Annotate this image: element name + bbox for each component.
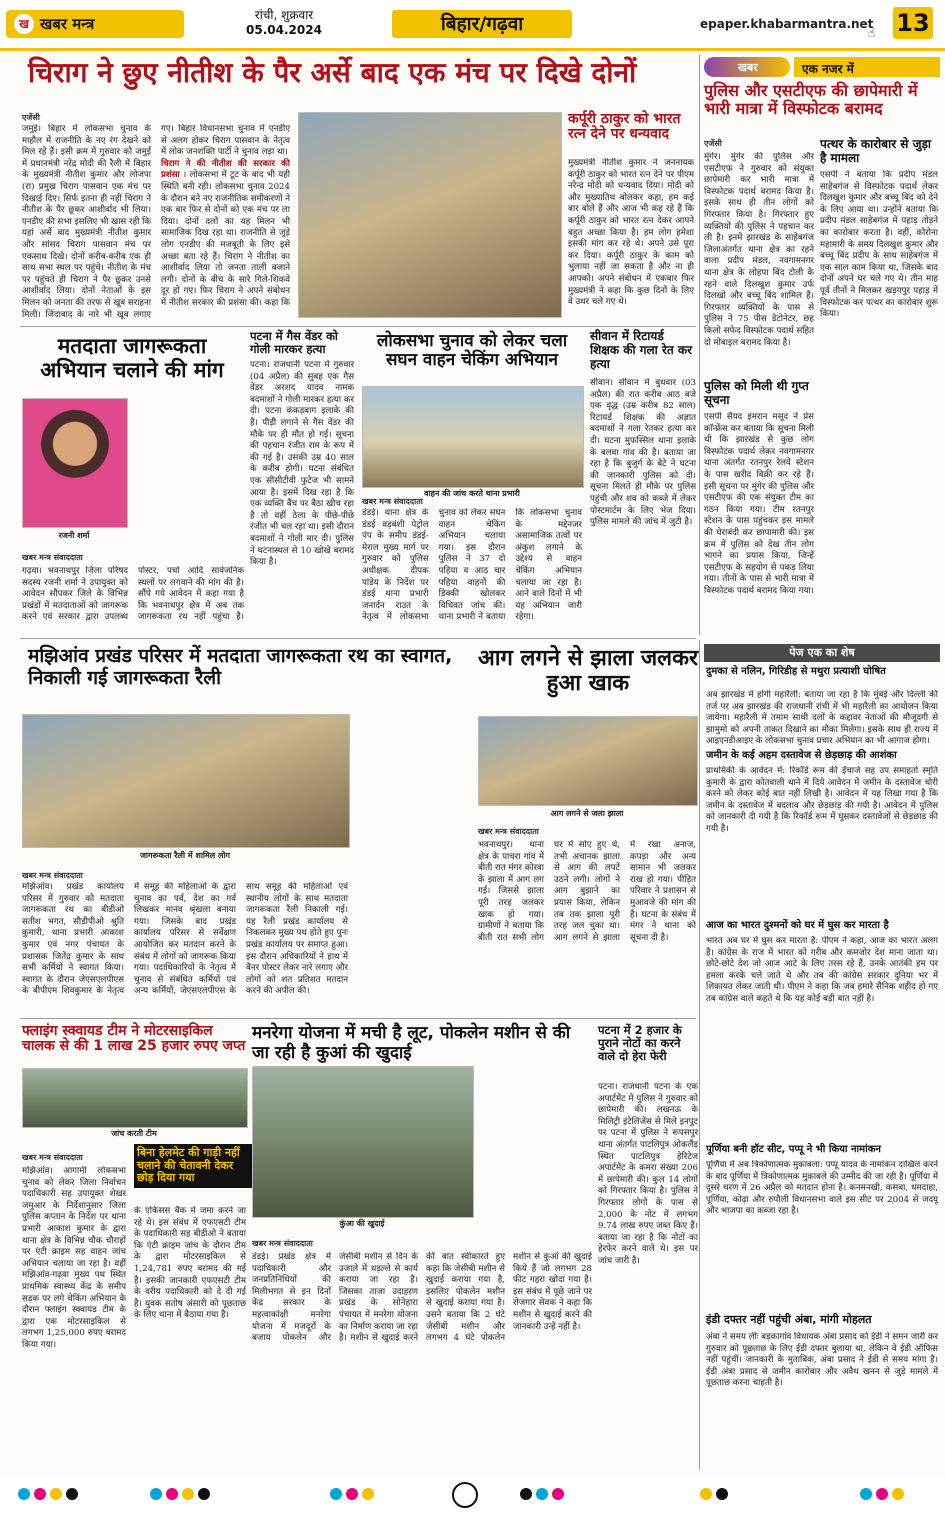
rath-photo: [22, 714, 350, 848]
row-rule: [20, 326, 696, 327]
registration-dot-cyan: [330, 1488, 342, 1500]
page-ek-body4: पूर्णिया में अब त्रिकोणात्मक मुकाबला: पप्पू यादव के नामांकन दाखिल करने के बाद पूर्णिया में त्रिकोणात्मक मुकाबले की उम्मीद की जा रही है। पूर्णिया में दूसरे चरण में 26 अप्रैल को मतदान होना है। कनमनखी, कसबा, धमदाहा, पूर्णिया, कोढ़ा और रुपौली विधानसभा वाले इस सीट पर 2004 से जदयू और भाजपा का कब्जा रहा है।: [706, 1160, 938, 1217]
ek-nazar-dateline: एजेंसी: [704, 139, 722, 148]
column-rule-2: [699, 640, 700, 1470]
karpuri-body: मुख्यमंत्री नीतीश कुमार ने जननायक कर्पूरी ठाकुर को भारत रत्न देने पर पीएम नरेन्द्र मोदी को धन्यवाद दिया। मोदी को और मुख्यातिथ बोलकर कहा, हम कई बार बोले हैं और आज भी कह रहे हैं कि कर्पूरी ठाकुर को भारत रत्न देकर आपने बहुत अच्छा किया है। हम लोग हमेशा इसकी मांग कर रहे थे। अपने उसे पूरा कर दिया। कर्पूरी ठाकुर के काम को भुलाया नहीं जा सकता है और ना ही आपको। अपने संबोधन में एकबार फिर मुख्यमंत्री ने कहा कि कुछ दिनों के लिए वे उधर चले गए थे।: [568, 158, 694, 308]
flying-headline[interactable]: फ्लाइंग स्क्वायड टीम ने मोटरसाइकिल चालक से की 1 लाख 25 हजार रुपए जप्त: [22, 1023, 246, 1055]
ek-nazar-body-text: मुंगेर। मुंगेर की पुलिस और एसटीएफ ने गुरुवार को संयुक्त छापेमारी कर भारी मात्रा में विस्फोटक पदार्थ बरामद किया है। इसके साथ ही तीन लोगों को गिरफ्तार किया है। गिरफ्तार हुए व्यक्तियों की पुलिस ने पहचान कर ली है। इनमें झारखंड के साहेबगंज जिलाअंतर्गत थाना क्षेत्र का रहने वाला प्रदीप मंडल, नवगामनगर थाना क्षेत्र के लोहपा बिंद टोली के रहने वाले दिलखुश कुमार उर्फ दिलखो और बच्चू बिंद शामिल हैं। गिरफ्तार व्यक्तियों के पास से पुलिस ने 75 पीस डेटोनेटर, छह किलो सफेद विस्फोटक पदार्थ सहित दो मोबाइल बरामद किया है।: [704, 152, 814, 348]
page-number: 13: [893, 7, 933, 39]
crosshair-mark-icon: [452, 1482, 478, 1508]
helmet-box-body: के एकिसस बैंक में जमा करने जा रहे थे। इस संबंध में एफएसटी टीम के पदाधिकारी सह बीडीओ ने बताया कि एंटी क्राइम जांच के दौरान टीम के द्वारा मोटरसाइकिल से 1,24,781 रुपए बरामद की गई है। इसकी जानकारी एफएसटी टीम के वरीय पदाधिकारी को दे दी गई है। युवक सतोष अंसारी को पूछताछ के लिए थाना में बैठाया गया है।: [134, 1206, 246, 1321]
page-ek-bar: पेज एक का शेष: [704, 644, 940, 662]
registration-dot-magenta: [166, 1488, 178, 1500]
ek-nazar-sub1-body: एसपी ने बताया कि प्रदीप मंडल साहेबगंज से विस्फोटक पदार्थ लेकर दिलखुश कुमार और बच्चू बिंद को देने के लिए आया था। उन्होंने बताया कि प्रदीप मंडल साहेबगंज में पहाड़ तोड़ने का कारोबार करता है। वहीं, कोरोना महामारी के समय दिलखुश कुमार और बच्चू बिंद प्रदीप के साथ साहेबगंज में एक साल काम किया था, जिसके बाद दोनों अपने घर चले गए थे। तीन माह पूर्व तीनों ने मिलकर खड़गपुर पहाड़ में विस्फोटक कर पत्थर का कारोबार शुरू किया।: [820, 170, 938, 320]
flying-body: मझिआंव। आगामी लोकसभा चुनाव को लेकर जिला निर्वाचन पदाधिकारी सह उपायुक्त शेखर जमुआर के निर्देशानुसार जिला पुलिस कप्तान के निर्देश पर थाना प्रभारी आकाश कुमार के द्वारा थाना क्षेत्र के विभिन्न चौक चौराहों पर एंटी क्राइम सह वाहन जांच अभियान चलाया जा रहा है। वहीं मझिआंव-गढ़वा मुख्य पथ स्थित प्राथमिक स्वास्थ्य केंद्र के समीप सड़क पर लगे चेकिंग अभियान के दौरान फ्लाइंग स्क्वायड टीम के द्वारा एक मोटरसाइकिल से लगभग 1,25,000 रुपए बरामद किया गया।: [22, 1166, 126, 1350]
flying-caption: जांच करती टीम: [111, 1129, 157, 1138]
registration-dot-cyan: [150, 1488, 162, 1500]
masthead: [0, 0, 945, 51]
page-ek-body1: अब झारखंड में होगी महारैली: बताया जा रहा है कि मुंबई और दिल्ली की तर्ज पर अब झारखंड की राजधानी रांची में भी महारैली का आयोजन किया जायेगा। महारैली में तमाम साथी दलों के कद्दावर नेताओं की मौजूदगी से झामुमो को अपनी ताकत दिखाने का मौका मिलेगा। इसके साथ ही राज्य में आइएनडीआइए के लोकसभा चुनाव प्रचार अभियान का भी आगाज होगा।: [706, 690, 938, 746]
ek-nazar-body: [704, 152, 814, 374]
karpuri-headline[interactable]: कर्पूरी ठाकुर को भारत रत्न देने पर धन्यवाद: [568, 111, 681, 143]
registration-dot-magenta: [552, 1488, 564, 1500]
matdata-headline[interactable]: मतदाता जागरूकता अभियान चलाने की मांग: [40, 334, 224, 383]
manrega-body: डंडई। प्रखंड क्षेत्र में पदाधिकारी और जनप्रतिनिधियों की मिलीभगत से इन दिनों केंद्र सरकार के महत्वाकांक्षी मनरेगा योजना में मजदूरों के बजाय पोकलेन और जेसीबी मशीन से दिन के उजाले में धड़ल्ले से कार्य कराया जा रहा है। जिसका ताजा उदाहरण प्रखंड के सोनेहारा पंचायत में मनरेगा योजना का निर्माण कराया जा रहा है। मशीन से खुदाई करने की बात स्वीकारते हुए कहा कि जेसीबी मशीन से खुदाई कराया गया है, इसलिए पोकलेन मशीन से खुदाई कराया गया है। उसने बताया कि 2 घंटे जेसीबी मशीन और लगभग 4 घंटे पोकलेन मशीन से कुआं की खुदाई किये हैं जो लगभग 28 फीट गहरा खोदा गया है। इस संबंध में पूछे जाने पर रोजगार सेवक ने कहा कि मशीन से खुदाई करने की जानकारी उन्हें नहीं है।: [252, 1252, 592, 1344]
page-ek-head3[interactable]: आज का भारत दुश्मनों को घर में घुस कर मारता है: [706, 920, 889, 931]
registration-dot-yellow: [892, 1488, 904, 1500]
page-ek-head4[interactable]: पूर्णिया बनी हॉट सीट, पप्पू ने भी किया नामांकन: [706, 1144, 881, 1155]
manrega-byline: खबर मन्त्र संवाददाता: [252, 1239, 313, 1248]
khabar-label: खबर: [738, 61, 758, 74]
page-ek-head5[interactable]: इंडी दफ्तर नहीं पहुंची अंबा, मांगी मोहलत: [706, 1313, 872, 1326]
ek-nazar-sub2-body: एसपी सैयद इमरान मसूद ने प्रेस कॉन्फ्रेंस कर बताया कि सूचना मिली थी कि झारखंड से कुछ लोग विस्फोटक पदार्थ लेकर नवगामनगर थाना अंतर्गत रतनपुर रेलवे स्टेशन के पास खरीद बिक्री कर रहे हैं। इसी सूचना पर मुंगेर की पुलिस और एसटीएफ की एक संयुक्त टीम का गठन किया गया। टीम रतनपुर स्टेशन के पास पहुंचकर इस मामले की घेराबंदी कर छापामारी की। इस क्रम में पुलिस को देख तीन लोग भागने का प्रयास किया, जिन्हें एसटीएफ के सहयोग से पकड़ लिया गया। तीनों के पास से भारी मात्रा में विस्फोटक पदार्थ बरामद किया गया।: [704, 412, 814, 596]
ek-nazar-tag: [794, 57, 940, 77]
logo-text: खबर मन्त्र: [40, 15, 95, 33]
vahan-headline[interactable]: लोकसभा चुनाव को लेकर चला सघन वाहन चेकिंग अभियान: [376, 331, 568, 370]
matdata-body: गढ़वा। भवनाथपुर जिला परिषद सदस्य रजनी शर्मा ने उपायुक्त को आवेदन सौंपकर जिले के विभिन्न प्रखंडों में मतदाताओं को जागरूक करने एवं सरकार द्वारा उपलब्ध पोस्टर, पर्चा आदि सार्वजनिक स्थलों पर लगवाने की मांग की है। सौंपे गये आवेदन में कहा गया है कि भवनाथपुर क्षेत्र में अब तक जागरूकता रथ नहीं पहुंचा है।: [22, 566, 244, 623]
page-ek-head1[interactable]: दुमका से नलिन, गिरिडीह से मथुरा प्रत्याशी घोषित: [706, 666, 886, 677]
dateline-block: [224, 8, 344, 38]
vahan-caption: वाहन की जांच करते थाना प्रभारी: [424, 489, 520, 498]
page-ek-body5: अंबा ने समय लीः बड़कागांव विधायक अंबा प्रसाद को ईडी ने समन जारी कर गुरुवार को पूछताछ के लिए ईडी दफ्तर बुलाया था, लेकिन वे ईडी ऑफिस नहीं पहुंचीं। जानकारी के मुताबिक, अंबा प्रसाद ने ईडी से समय मांगा है। ईडी अंबा प्रसाद से जमीन कारोबार और अवैध खनन से जुड़े मामले में पूछताछ करना चाहती है।: [706, 1332, 938, 1389]
flying-photo: [22, 1068, 248, 1128]
registration-dot-yellow: [700, 1488, 712, 1500]
logo-mark-icon: ख: [14, 14, 34, 34]
issue-date: 05.04.2024: [246, 23, 322, 37]
epaper-link[interactable]: epaper.khabarmantra.net: [700, 17, 874, 31]
rajni-caption: रजनी शर्मा: [58, 531, 90, 540]
teacher-headline[interactable]: सीवान में रिटायर्ड शिक्षक की गला रेत कर हत्या: [590, 329, 692, 371]
lead-subhead: चिराग ने की नीतीश की सरकार की प्रशंसा: [161, 158, 290, 181]
print-registration-bar: [0, 1474, 945, 1517]
patna-gas-headline[interactable]: पटना में गैस वेंडर को गोली मारकर हत्या: [250, 329, 338, 357]
rath-byline: खबर मन्त्र संवाददाता: [22, 871, 83, 880]
khabar-pill: [704, 57, 790, 77]
registration-dot-yellow: [362, 1488, 374, 1500]
registration-dot-black: [716, 1488, 728, 1500]
registration-dot-cyan: [18, 1488, 30, 1500]
manrega-caption: कुंआ की खुदाई: [339, 1219, 385, 1228]
registration-dot-black: [66, 1488, 78, 1500]
lead-photo: [298, 112, 562, 318]
section-title: बिहार/गढ़वा: [392, 10, 572, 38]
aag-headline[interactable]: आग लगने से झाला जलकर हुआ खाक: [478, 646, 698, 697]
notes-body: पटना। राजधानी पटना के एक अपार्टमेंट में पुलिस ने गुरुवार को छापेमारी की। लखनऊ के मिलिट्री इंटेलिजेंस से मिले इनपुट पर पटना में पुलिस ने रूपसपुर थाना अंतर्गत पाटलिपुत्र ओकलैंड स्थित पाटलिपुत्र हेरिटेज अपार्टमेंट के कमरा संख्या 206 में छापेमारी की। कुल 14 लोगों को गिरफ्तार किया है। पुलिस ने गिरफ्तार लोगों के पास से 2,000 के नोट में लगभग 9.74 लाख रुपए जब्त किए हैं। बताया जा रहा है कि नोटों का हेरफेर करने वाले थे। इस पर जांच जारी है।: [598, 1082, 698, 1266]
vahan-body: डंडई। थाना क्षेत्र के डंडई वड़बंशी पेट्रोल पंप के समीप डंडई-मेराल मुख्य मार्ग पर गुरुवार को पुलिस अधीक्षक दीपक पांडेय के निर्देश पर डंडई थाना प्रभारी जनार्दन राउत के नेतृत्व में लोकसभा चुनाव को लेकर सघन वाहन चेकिंग अभियान चलाया गया। इस दौरान पुलिस ने 37 दो पहिया व आठ चार पहिया वाहनों की डिक्की खोलकर विधिवत जांच की। थाना प्रभारी ने बताया कि लोकसभा चुनाव के मद्देनजर असामाजिक तत्वों पर अंकुश लगाने के उद्देश्य से वाहन चेकिंग अभियान चलाया जा रहा है। आने वाले दिनों में भी यह अभियान जारी रहेगा।: [362, 508, 582, 623]
page-ek-body3: भारत अब घर में घुस कर मारता है: पीएम ने कहा, आज का भारत अलग है। कांग्रेस के राज में भारत को गरीब और कमजोर देश माना जाता था। छोटे-छोटे देश जो आज आटे के लिए तरस रहे हैं, उनके आतंकी हम पर हमला करके चले जाते थे और तब की कांग्रेस सरकार दुनिया भर में शिकायत लेकर जाती थी। पीएम ने कहा कि जब हमारे सैनिक शहीद हो गए तब कांग्रेस वाले कहते थे कि यह कोई बड़ी बात नहीं है।: [706, 936, 938, 1004]
brand-logo[interactable]: [6, 10, 184, 38]
hand-cursor-icon: ☝: [868, 26, 876, 40]
registration-dot-cyan: [860, 1488, 872, 1500]
aag-caption: आग लगने से जला झाला: [550, 809, 624, 818]
city-day: रांची, शुक्रवार: [254, 8, 314, 22]
manrega-body-side: [478, 1066, 590, 1246]
vahan-byline: खबर मन्त्र संवाददाता: [362, 497, 423, 506]
aag-photo: [478, 716, 698, 806]
registration-dot-yellow: [182, 1488, 194, 1500]
rath-body: मझिआंव। प्रखंड कार्यालय परिसर में गुरुवार को मतदाता जागरूकता रथ का बीडीओ सतीश भगत, सीडीपीओ श्रुति कुमारी, थाना प्रभारी आकाश कुमार एवं नगर पंचायत के प्रशासक जितेंद्र कुमार के साथ सभी कर्मियों ने स्वागत किया। स्वागत के दौरान जेएसएलपीएस के बीपीएम शिवकुमार के नेतृत्व में समूह की महिलाओं के द्वारा चुनाव का पर्व, देश का गर्व लिखकर मानव श्रृंखला बनाया गया। जिसके बाद प्रखंड कार्यालय परिसर से सर्वेक्षण आयोजित कर मतदान करने के संबंध में लोगों को जागरूक किया गया। पदाधिकारियों के नेतृत्व में चुनाव से संबंधित कर्मियों एवं अन्य कर्मियों, जेएसएलपीएस के साथ समूह की महिलाओं एवं स्थानीय लोगों के साथ मतदाता जागरूकता रैली निकाली गई। यह रैली प्रखंड कार्यालय से निकलकर मुख्य पथ होते हुए पुनः प्रखंड कार्यालय पर समाप्त हुआ। इस दौरान अधिकारियों ने हाथ में बैनर पोस्टर लेकर नारे लगाए और लोगों को शत प्रतिशत मतदान करने की अपील की।: [22, 882, 348, 997]
manrega-headline[interactable]: मनरेगा योजना में मची है लूट, पोकलेन मशीन से की जा रही है कुआं की खुदाई: [252, 1023, 571, 1063]
rath-body-col4: [356, 714, 468, 1014]
vahan-photo: [362, 386, 584, 488]
lead-headline[interactable]: चिराग ने छुए नीतीश के पैर अर्से बाद एक मंच पर दिखे दोनों: [28, 56, 637, 89]
ek-nazar-bar: [704, 57, 940, 77]
row-rule-2: [20, 638, 696, 639]
lead-body-text: जमुई। बिहार में लोकसभा चुनाव के माहौल में राजनीति के नए रंग देखने को मिल रहे हैं। इसी क्रम में गुरुवार को जमुई में प्रधानमंत्री नरेंद्र मोदी की रैली में बिहार के मुख्यमंत्री नीतीश कुमार और लोजपा (रा) प्रमुख चिराग पासवान एक मंच पर दिखाई दिए। सिर्फ इतना ही नहीं चिराग ने नीतीश के पैर छूकर आशीर्वाद भी लिया। एनडीए की सभा इसलिए भी खास रही कि यहां अर्से बाद मुख्यमंत्री नीतीश कुमार और सांसद चिराग पासवान मंच पर एकसाथ दिखे। दोनों करीब-करीब एक ही साथ सभा स्थल पर पहुंचे। नीतीश के मंच पर पहुंचते ही चिराग ने पैर छूकर उनसे आशीर्वाद लिया। दोनों नेताओं के इस मिलन को जनता की तरफ से खूब सराहना मिली। जिंदाबाद के नारे भी खूब लगाए गए। बिहार विधानसभा चुनाव में एनडीए से अलग होकर चिराग पासवान के नेतृत्व में लोक जनशक्ति पार्टी ने चुनाव लड़ा था।: [22, 124, 290, 320]
registration-dot-magenta: [34, 1488, 46, 1500]
matdata-body-overflow: [134, 398, 244, 560]
matdata-byline: खबर मन्त्र संवाददाता: [22, 553, 83, 562]
lead-body-text-2: । लोकसभा में टूट के बाद भी यही स्थिति बनी रही। लोकसभा चुनाव 2024 के दौरान बने नए राजनीतिक समीकरणों ने एक बार फिर से दोनों को एक मंच पर ला दिया। दोनों दलों का यह मिलन भी सामाजिक दिख रहा था। राजनीति से जुड़े लोग एनडीए की मजबूती के लिए इसे अच्छा बता रहे हैं। चिराग ने नीतीश का आशीर्वाद लिया तो जनता ताली बजाने लगी। दोनों के बीच के सारे गिले-शिकवे दूर हो गए। फिर चिराग ने अपने संबोधन में नीतीश सरकार की प्रशंसा की। कहा कि: [161, 170, 290, 308]
aag-body: भवनाथपुर। थाना क्षेत्र के पाचरा गांव में बीती रात मंगर कोरवा के झाला में आग लग गई। जिससे झाला पूरी तरह जलकर खाक हो गया। ग्रामीणों ने बताया कि बीती रात सभी लोग घर में सोए हुए थे, तभी अचानक झाला से आग की लपटें उठने लगी। लोगों ने आग बुझाने का प्रयास किया, लेकिन तब तक झाला पूरी तरह जल चुका था। आग लगने से झाला में रखा अनाज, कपड़ा और अन्य सामान भी जलकर राख हो गया। पीड़ित परिवार ने प्रशासन से मुआवजे की मांग की है। घटना के संबंध में मंगर ने थाना को सूचना दी है।: [478, 840, 696, 943]
helmet-box-headline[interactable]: बिना हेलमेट की गाड़ी नहीं चलाने की चेतावनी देकर छोड़ दिया गया: [134, 1144, 252, 1188]
notes-headline[interactable]: पटना में 2 हजार के पुराने नोटों का करने वाले दो हेरा फेरी: [598, 1023, 682, 1064]
ek-nazar-sub1[interactable]: पत्थर के कारोबार से जुड़ा है मामला: [820, 137, 932, 165]
flying-byline: खबर मन्त्र संवाददाता: [22, 1153, 83, 1162]
rajni-sharma-photo: [22, 398, 128, 528]
page-ek-head2[interactable]: जमीन के कई अहम दस्तावेज से छेड़छाड़ की आशंका: [706, 750, 897, 761]
registration-dot-magenta: [876, 1488, 888, 1500]
rath-caption: जागरूकता रैली में शामिल लोग: [140, 851, 230, 860]
manrega-photo: [252, 1066, 474, 1218]
row-rule-3: [20, 1018, 696, 1019]
registration-dot-cyan: [536, 1488, 548, 1500]
patna-gas-body: पटना। राजधानी पटना में गुरुवार (04 अप्रैल) की सुबह एक गैस वेंडर अरशद यादव नामक बदमाशों ने गोली मारकर हत्या कर दी। पटना कंकड़बाग इलाके की है। पीड़ी लगाने से गैस वेंडर की मौके पर ही मौत हो गई। सूचना की पहचान रंजीत राम के रूप में की गई है। उसकी उम्र 40 साल के करीब होगी। घटना संबंधित एक सीसीटीवी फुटेज भी सामने आया है। इसमें दिख रहा है कि एक व्यक्ति बैंच पर बैठा खीच रहा है तो वहीं ठेला के पीछे-पीछे रंजीत भी चल रहा था। इसी दौरान बदमाशों ने गोली मार दी। पुलिस ने घटनास्थल से 10 खोखे बरामद किया है।: [250, 360, 354, 568]
registration-dot-black: [198, 1488, 210, 1500]
registration-dot-magenta: [346, 1488, 358, 1500]
page-ek-body2: प्राथमिकी के आवेदन में: रिकॉर्ड रूम की ईंचार्ज सह उप समाहर्ता स्मृति कुमारी के द्वारा कोतवाली थाने में दिये आवेदन में जमीन के दस्तावेज चोरी करने को लेकर कोई बात नहीं लिखी है। आवेदन में यह लिखा गया है कि जमीन के दस्तावेज में बदलाव और छेड़छाड़ की गयी है। आवेदन में पुलिस को जानकारी दी गयी है कि रिकॉर्ड रूम में घुसकर दस्तावेजों से छेड़छाड़ की गयी है।: [706, 766, 938, 834]
rath-headline[interactable]: मझिआंव प्रखंड परिसर में मतदाता जागरूकता रथ का स्वागत, निकाली गई जागरूकता रैली: [28, 645, 453, 689]
aag-byline: खबर मन्त्र संवाददाता: [478, 827, 539, 836]
ek-nazar-label: एक नजर में: [802, 62, 854, 76]
registration-dot-yellow: [50, 1488, 62, 1500]
lead-body: [22, 124, 290, 324]
column-rule: [699, 55, 700, 635]
ek-nazar-headline[interactable]: पुलिस और एसटीएफ की छापेमारी में भारी मात्रा में विस्फोटक बरामद: [704, 81, 918, 118]
ek-nazar-sub2[interactable]: पुलिस को मिली थी गुप्त सूचना: [704, 379, 809, 407]
registration-dot-black: [520, 1488, 532, 1500]
lead-dateline: एजेंसी: [22, 113, 40, 122]
teacher-body: सीवान। सीवान में बुधवार (03 अप्रैल) की रात करीब आठ बजे एक वृद्ध (उम्र करीब 82 साल) रिटायर्ड शिक्षक की अज्ञात बदमाशों ने गला रेतकर हत्या कर दी। घटना मुफस्सिल थाना इलाके के बलवा गांव की है। बताया जा रहा है कि बुजुर्ग के बेटे ने घटना की जानकारी पुलिस को दी। सूचना मिलते ही मौके पर पुलिस पहुंची और शव को कब्जे में लेकर पोस्टमार्टम के लिए भेज दिया। पुलिस मामले की जांच में जुटी है।: [590, 378, 696, 528]
